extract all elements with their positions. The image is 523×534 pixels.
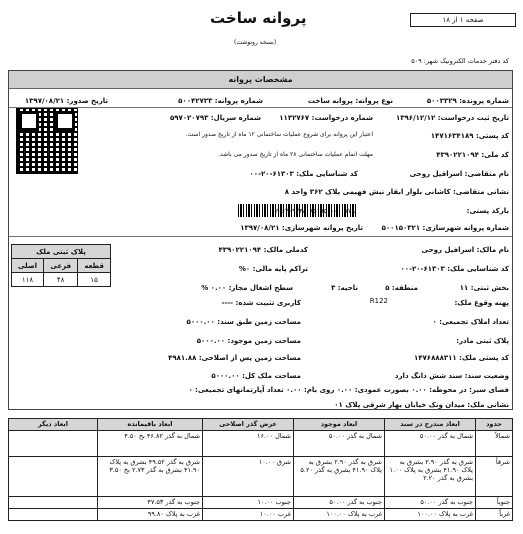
barcode-number: ۲۰۶۳۰۹۷۳۸۰۶۵۱۹۵۰۰۰۰۰۱۷۸ — [274, 207, 355, 215]
table-cell: شرق ۱۰.۰۰ — [203, 457, 294, 497]
table-cell: شمال ۱۶.۰۰ — [203, 431, 294, 457]
column-header: ابعاد دیگر — [9, 419, 98, 431]
property-code: کد شناسایی ملک: ۶۱۳۰۳-۲۰-۰۰ — [400, 265, 509, 273]
page-indicator: صفحه ۱ از ۱۸ — [410, 13, 516, 27]
owner-postal-code: کد پستی ملک: ۱۴۷۶۸۸۸۳۱۱ — [413, 354, 509, 362]
table-cell: شرق به گذر ۲.۹۰ بشرق به پلاک ۴۱.۹۰ بشرق به گذر ۵.۲۰ — [294, 457, 385, 497]
ownership-status: وضعیت سند: سند شش دانگ دارد — [394, 372, 509, 380]
column-header: ابعاد مندرج در سند — [385, 419, 476, 431]
plate-status: پلاک ثبتی مادر: — [456, 337, 509, 345]
property-address: نشانی ملک: میدان ونک خیابان بهار شرقی پلاک ۰۱ — [334, 401, 509, 409]
table-cell: شمالاً — [476, 431, 513, 457]
table-cell: غرب به پلاک ۱۰۰.۰۰ — [385, 509, 476, 521]
plate-value: ۱۱۸ — [12, 273, 44, 287]
muni-permit-number: شماره پروانه شهرسازی: ۵۰۰۱۵۰۳۲۱ — [381, 224, 509, 232]
plate-header: اصلی — [12, 259, 44, 273]
table-cell — [9, 431, 98, 457]
applicant-name: نام متقاضی: اسرافیل روحی — [409, 170, 509, 178]
area-number: ناحیه: ۳ — [331, 284, 358, 292]
table-cell: غرب به پلاک ۱۰۰.۰۰ — [294, 509, 385, 521]
owner-name: نام مالک: اسرافیل روحی — [421, 246, 509, 254]
muni-permit-date: تاریخ پروانه شهرسازی: ۱۳۹۷/۰۸/۲۱ — [240, 224, 363, 232]
table-row — [9, 431, 513, 457]
plate-value: ۴۸ — [43, 273, 77, 287]
table-cell: غرباً — [476, 509, 513, 521]
request-number: شماره درخواست: ۱۱۳۲۷۶۷ — [279, 114, 373, 122]
zoning-code: R122 — [369, 297, 388, 305]
table-cell — [9, 457, 98, 497]
completion-note: مهلت اتمام عملیات ساختمانی ۲۸ ماه از تاریخ صدور می باشد. — [218, 151, 373, 158]
request-date: تاریخ ثبت درخواست: ۱۳۹۶/۱۲/۱۲ — [395, 114, 509, 122]
file-number: شماره پرونده: ۵۰۰۳۳۲۹ — [426, 97, 509, 105]
table-row — [9, 497, 513, 509]
table-cell: جنوب به گذر ۴۷.۵۳ — [98, 497, 203, 509]
table-row — [9, 457, 513, 497]
table-cell: شمال به گذر ۴۶.۸۲ بخ ۴.۵۰ — [98, 431, 203, 457]
serial-number: شماره سریال: ۵۹۷۰۲۰۷۹۳ — [169, 114, 261, 122]
table-cell: شرق به گذر ۴۹.۵۲ بشرق به پلاک ۴۱.۹۰ بشرق به گذر ۲.۷۳ بخ ۳.۵۰ — [98, 457, 203, 497]
plate-table-title: پلاک ثبتی ملک — [12, 245, 111, 259]
table-cell: شرقاً — [476, 457, 513, 497]
table-cell: غرب به پلاک ۹۹.۸۰ — [98, 509, 203, 521]
validity-note: اعتبار این پروانه برای شروع عملیات ساختمانی ۱۲ ماه از تاریخ صدور است. — [185, 131, 373, 138]
plate-header: فرعی — [43, 259, 77, 273]
page-title: پروانه ساخت — [210, 9, 307, 27]
table-cell: جنوب ۱۰.۰۰ — [203, 497, 294, 509]
column-header: حدود — [476, 419, 513, 431]
section-title: مشخصات پروانه — [9, 71, 512, 89]
boundaries-table — [8, 418, 513, 521]
plate-header: قطعه — [78, 259, 111, 273]
plate-value: ۱۵ — [78, 273, 111, 287]
permit-type: نوع پروانه: پروانه ساخت — [307, 97, 393, 105]
national-code: کد ملی: ۴۳۹۰۲۲۱۰۹۴ — [436, 151, 509, 159]
applicant-address: نشانی متقاضی: کاشانی بلوار ابقار نبش فهیمی پلاک ۳۶۲ واحد ۸ — [284, 188, 509, 196]
doc-area: مساحت زمین طبق سند: ۵۰۰۰.۰۰ — [186, 318, 301, 326]
registry-zone: بخش ثبتی: ۱۱ — [459, 284, 509, 292]
column-header: عرض گذر اصلاحی — [203, 419, 294, 431]
owner-national-code: کدملی مالک: ۴۳۹۰۲۲۱۰۹۴ — [218, 246, 308, 254]
table-row — [9, 509, 513, 521]
district: منطقه: ۵ — [385, 284, 418, 292]
table-cell: شمال به گذر ۵۰.۰۰ — [294, 431, 385, 457]
units-count: تعداد املاک تجمیعی: ۰ — [432, 318, 509, 326]
column-header: ابعاد باقیمانده — [98, 419, 203, 431]
table-cell: غرب ۱۰.۰۰ — [203, 509, 294, 521]
table-cell: جنوب به گذر ۵۰.۰۰ — [294, 497, 385, 509]
property-total-area: مساحت ملک کل: ۵۰۰۰.۰۰ — [211, 372, 301, 380]
usage: کاربری تثبیت شده: ---- — [221, 299, 301, 307]
applicant-property-id: کد شناسایی ملک: ۶۱۳۰۳-۲۰-۰۰ — [249, 170, 358, 178]
qr-code-icon — [16, 108, 78, 174]
table-cell: جنوباً — [476, 497, 513, 509]
existing-area: مساحت زمین موجود: ۵۰۰۰.۰۰ — [196, 337, 301, 345]
green-space: فضای سبز: در محوطه: ۰.۰۰ بصورت عمودی: ۰.۰۰ روی بام: ۰.۰۰ تعداد آپارتمانهای تجمیعی: ۰ — [188, 386, 509, 394]
column-header: ابعاد موجود — [294, 419, 385, 431]
zoning-label: پهنه وقوع ملک: — [454, 299, 509, 307]
barcode-label: بارکد پستی: — [466, 207, 509, 215]
plate-table — [11, 244, 111, 287]
table-cell: شمال به گذر ۵۰.۰۰ — [385, 431, 476, 457]
issue-date: تاریخ صدور: ۱۳۹۷/۰۸/۲۱ — [24, 97, 108, 105]
after-area: مساحت زمین پس از اصلاحی: ۴۹۸۱.۸۸ — [168, 354, 301, 362]
table-cell: شرق به گذر ۲.۹۰ بشرق به پلاک ۴۱.۹۰ بشرق به پلاک ۱.۰۰ بشرق به گذر ۲.۲۰ — [385, 457, 476, 497]
page-subtitle: (نسخه رونوشت) — [234, 39, 277, 46]
office-code: کد دفتر خدمات الکترونیک شهر: ۵۰۹ — [411, 57, 509, 65]
permit-number: شماره پروانه: ۵۰۰۴۲۷۳۳ — [178, 97, 263, 105]
table-cell: جنوب به گذر ۵۰.۰۰ — [385, 497, 476, 509]
density: تراکم پایه مالی: ۰% — [238, 265, 308, 273]
table-cell — [9, 497, 98, 509]
postal-code: کد پستی: ۱۴۷۱۶۳۴۱۸۹ — [430, 132, 509, 140]
occupancy: سطح اشغال مجاز: ۰.۰۰ % — [201, 284, 293, 292]
table-cell — [9, 509, 98, 521]
